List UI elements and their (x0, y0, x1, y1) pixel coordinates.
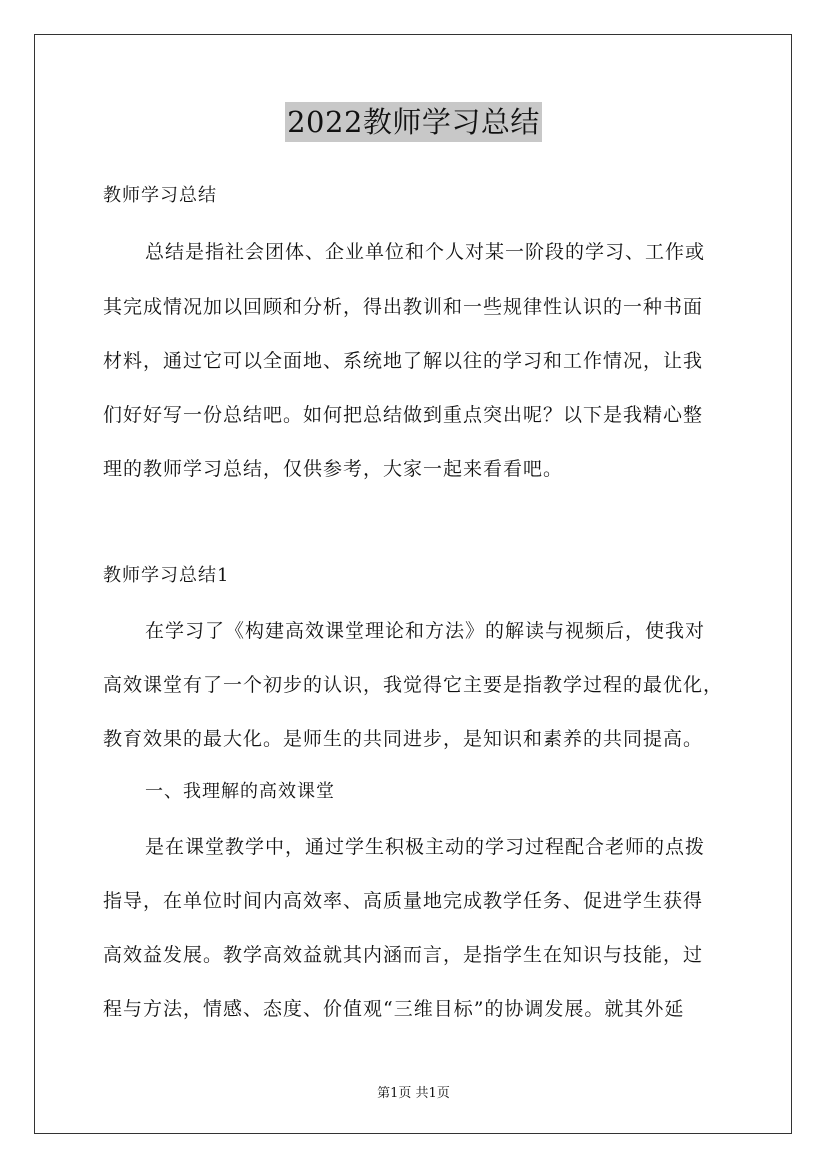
section1-body-line-1: 是在课堂教学中，通过学生积极主动的学习过程配合老师的点拨 (145, 836, 706, 858)
section1-line-1: 在学习了《构建高效课堂理论和方法》的解读与视频后，使我对 (145, 620, 706, 642)
document-title-wrapper (0, 102, 827, 142)
intro-line-3: 材料，通过它可以全面地、系统地了解以往的学习和工作情况，让我 (103, 350, 704, 372)
intro-line-4: 们好好写一份总结吧。如何把总结做到重点突出呢？以下是我精心整 (103, 404, 704, 426)
section1-line-2: 高效课堂有了一个初步的认识，我觉得它主要是指教学过程的最优化， (103, 674, 724, 696)
section1-body-line-3: 高效益发展。教学高效益就其内涵而言，是指学生在知识与技能，过 (103, 944, 704, 966)
intro-line-1: 总结是指社会团体、企业单位和个人对某一阶段的学习、工作或 (145, 241, 706, 263)
subtitle: 教师学习总结 (103, 185, 217, 206)
section1-heading: 教师学习总结1 (103, 565, 230, 586)
section1-body-line-4: 程与方法，情感、态度、价值观“三维目标”的协调发展。就其外延 (103, 998, 685, 1020)
page-footer: 第1页 共1页 (377, 1086, 450, 1101)
intro-line-2: 其完成情况加以回顾和分析，得出教训和一些规律性认识的一种书面 (103, 296, 704, 318)
intro-line-5: 理的教师学习总结，仅供参考，大家一起来看看吧。 (103, 458, 564, 480)
section1-body-line-2: 指导，在单位时间内高效率、高质量地完成教学任务、促进学生获得 (103, 890, 704, 912)
subheading-1: 一、我理解的高效课堂 (145, 781, 335, 802)
document-title: 2022教师学习总结 (285, 102, 542, 142)
section1-line-3: 教育效果的最大化。是师生的共同进步，是知识和素养的共同提高。 (103, 728, 704, 750)
